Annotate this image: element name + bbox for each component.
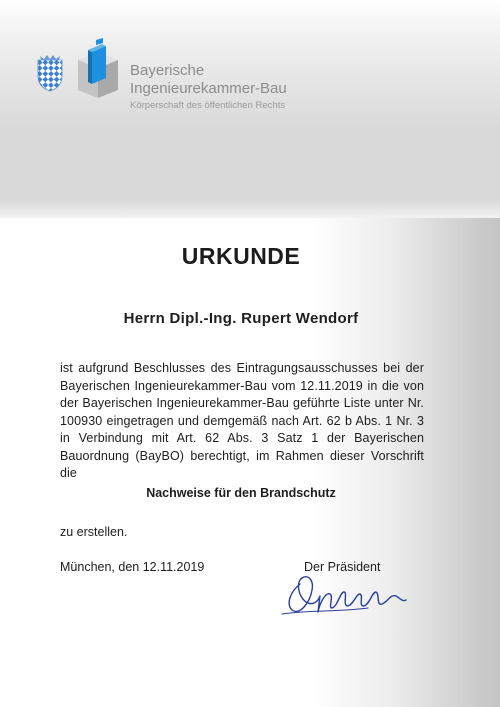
organization-subtitle: Körperschaft des öffentlichen Rechts [130,100,286,111]
organization-name-line1: Bayerische [130,62,205,79]
place-and-date: München, den 12.11.2019 [60,560,205,574]
certificate-subject: Nachweise für den Brandschutz [146,486,336,500]
bavarian-lozenge-crest-icon [34,54,66,92]
organization-name-line2: Ingenieurekammer-Bau [130,80,287,97]
recipient-name: Herrn Dipl.-Ing. Rupert Wendorf [123,310,359,327]
header-band [0,0,500,218]
closing-text: zu erstellen. [60,525,128,539]
certificate-body: ist aufgrund Beschlusses des Eintragungsausschusses bei der Bayerischen Ingenieurekammer-Bau vom 12.11.2019 in die von der Bayerischen Ingenieurekammer-Bau geführte Liste unter Nr. 100930 eingetragen und demgemäß nach Art. 62 b Abs. 1 Nr. 3 in Verbindung mit Art. 62 Abs. 3 Satz 1 der Bayerischen Bauordnung (BayBO) berechtigt, im Rahmen dieser Vorschrift die [60,361,424,480]
organization-name [130,62,287,98]
chamber-logo-cube-icon [76,38,120,100]
certificate-title: URKUNDE [181,243,301,269]
signer-title: Der Präsident [304,560,381,574]
president-signature [278,562,418,622]
